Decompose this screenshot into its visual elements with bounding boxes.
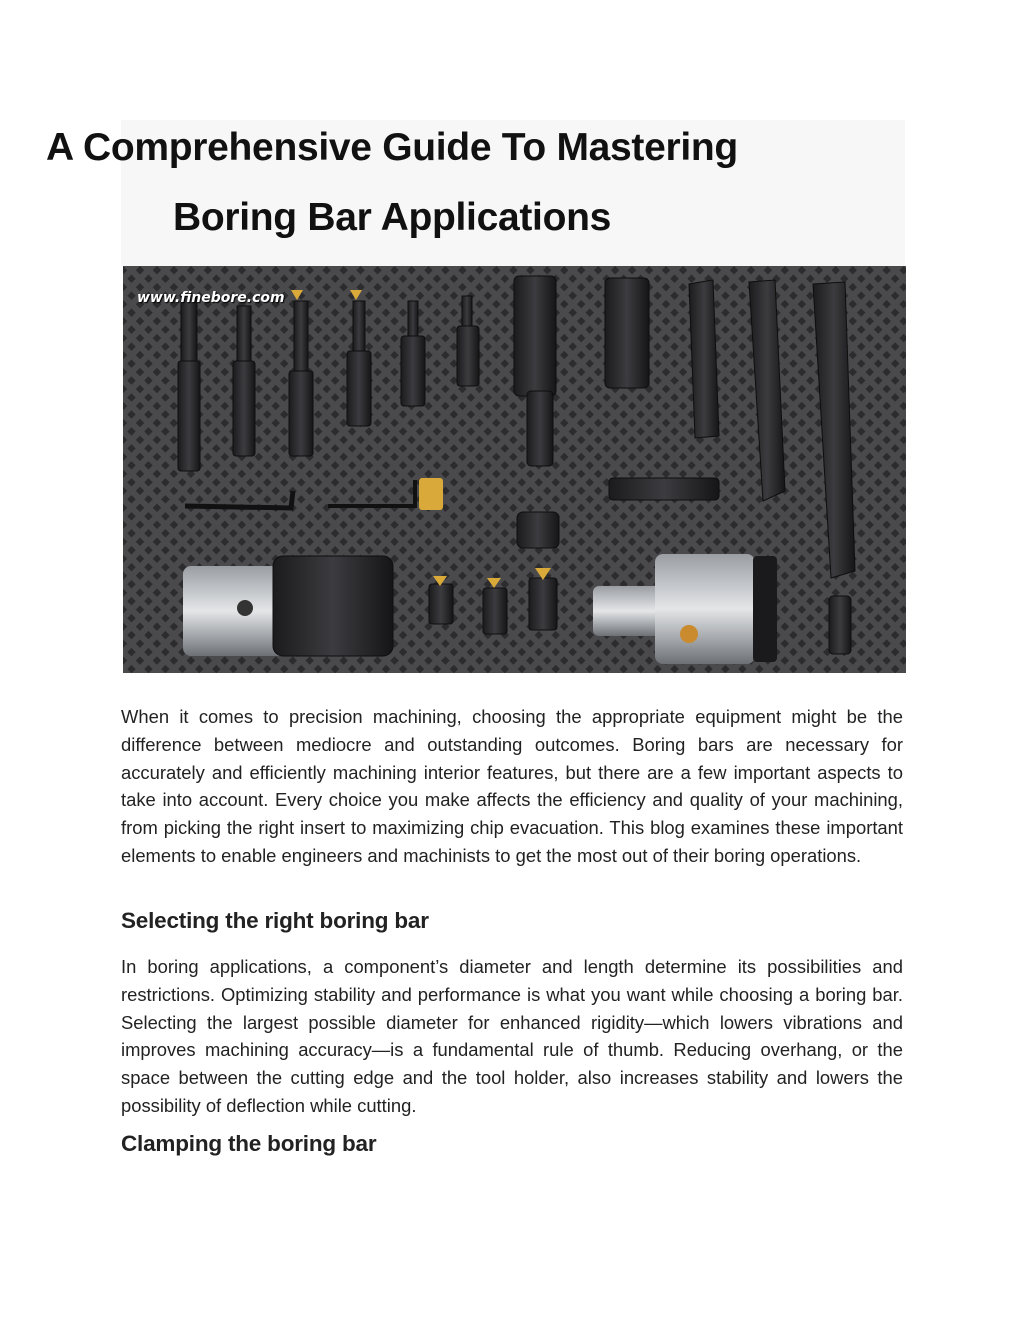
intro-paragraph: When it comes to precision machining, choosing the appropriate equipment might be the difference between mediocre and outstanding outcomes. Boring bars are necessary for accurately and efficiently machining interior features, but there are a few important aspects to take into account. Every choice you make affects the efficiency and quality of your machining, from picking the right insert to maximizing chip evacuation. This blog examines these important elements to enable engineers and machinists to get the most out of their boring operations. — [121, 706, 903, 866]
section-heading-clamping: Clamping the boring bar — [121, 1131, 377, 1156]
watermark-text: www.finebore.com — [137, 290, 285, 306]
page-title-line-1: A Comprehensive Guide To Mastering — [46, 126, 738, 169]
section-heading-selecting: Selecting the right boring bar — [121, 908, 429, 933]
section-body-selecting: In boring applications, a component’s diameter and length determine its possibilities and restrictions. Optimizing stability and performance is what you want while choosing a boring bar. Selecting the largest possible diameter for enhanced rigidity—which lowers vibrations and improves machining accuracy—is a fundamental rule of thumb. Reducing overhang, or the space between the cutting edge and the tool holder, also increases stability and lowers the possibility of deflection while cutting. — [121, 956, 903, 1116]
boring-tools-photo — [123, 266, 906, 673]
page-title-line-2: Boring Bar Applications — [172, 196, 612, 239]
boring-tools-illustration — [123, 266, 906, 673]
